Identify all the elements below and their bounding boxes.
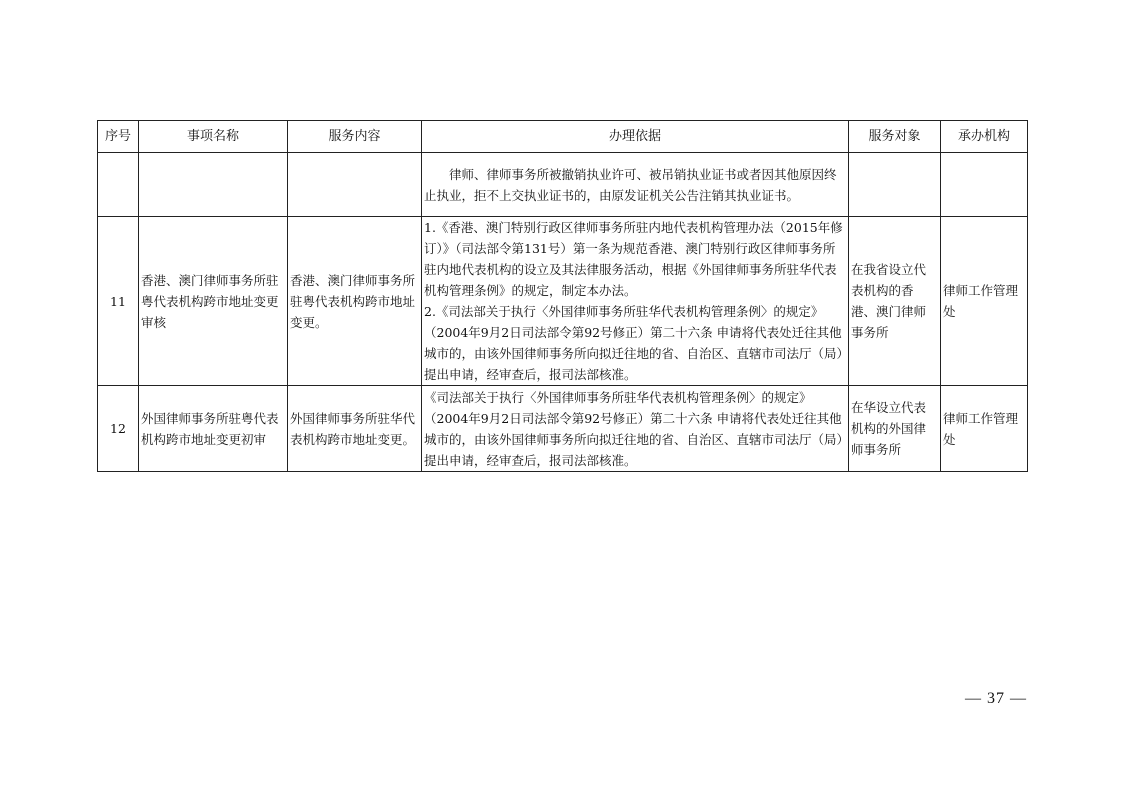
basis-paragraph: 1.《香港、澳门特别行政区律师事务所驻内地代表机构管理办法（2015年修订）》（司法部令第131号）第一条为规范香港、澳门特别行政区律师事务所驻内地代表机构的设立及其法律服务活动，根据《外国律师事务所驻华代表机构管理条例》的规定，制定本办法。 (424, 220, 843, 298)
row-item-name: 香港、澳门律师事务所驻粤代表机构跨市地址变更审核 (139, 217, 288, 386)
header-agency: 承办机构 (941, 121, 1028, 153)
row-service-content: 外国律师事务所驻华代表机构跨市地址变更。 (288, 386, 422, 472)
table-header-row (98, 121, 1028, 153)
row-agency: 律师工作管理处 (941, 386, 1028, 472)
basis-paragraph: 律师、律师事务所被撤销执业许可、被吊销执业证书或者因其他原因终止执业，拒不上交执业证书的，由原发证机关公告注销其执业证书。 (424, 166, 837, 203)
basis-paragraph: 2.《司法部关于执行〈外国律师事务所驻华代表机构管理条例〉的规定》（2004年9月2日司法部令第92号修正）第二十六条 申请将代表处迁往其他城市的，由该外国律师事务所向拟迁往地的省、自治区、直辖市司法厅（局）提出申请，经审查后，报司法部核准。 (424, 304, 843, 382)
table-row (98, 153, 1028, 217)
row-basis (422, 386, 849, 472)
row-index (98, 153, 139, 217)
row-index: 11 (98, 217, 139, 386)
header-item-name: 事项名称 (139, 121, 288, 153)
page-number: — 37 — (965, 690, 1027, 707)
row-basis (422, 217, 849, 386)
row-service-content (288, 153, 422, 217)
row-index: 12 (98, 386, 139, 472)
header-index: 序号 (98, 121, 139, 153)
row-item-name (139, 153, 288, 217)
row-agency: 律师工作管理处 (941, 217, 1028, 386)
row-service-target (849, 153, 941, 217)
service-table (97, 120, 1028, 472)
table-row (98, 217, 1028, 386)
row-service-target: 在华设立代表机构的外国律师事务所 (849, 386, 941, 472)
row-item-name: 外国律师事务所驻粤代表机构跨市地址变更初审 (139, 386, 288, 472)
table-row (98, 386, 1028, 472)
row-basis (422, 153, 849, 217)
row-service-target: 在我省设立代表机构的香港、澳门律师事务所 (849, 217, 941, 386)
basis-paragraph: 《司法部关于执行〈外国律师事务所驻华代表机构管理条例〉的规定》（2004年9月2日司法部令第92号修正）第二十六条 申请将代表处迁往其他城市的，由该外国律师事务所向拟迁往地的省、自治区、直辖市司法厅（局）提出申请，经审查后，报司法部核准。 (424, 389, 843, 468)
row-agency (941, 153, 1028, 217)
header-basis: 办理依据 (422, 121, 849, 153)
header-service-content: 服务内容 (288, 121, 422, 153)
row-service-content: 香港、澳门律师事务所驻粤代表机构跨市地址变更。 (288, 217, 422, 386)
header-service-target: 服务对象 (849, 121, 941, 153)
